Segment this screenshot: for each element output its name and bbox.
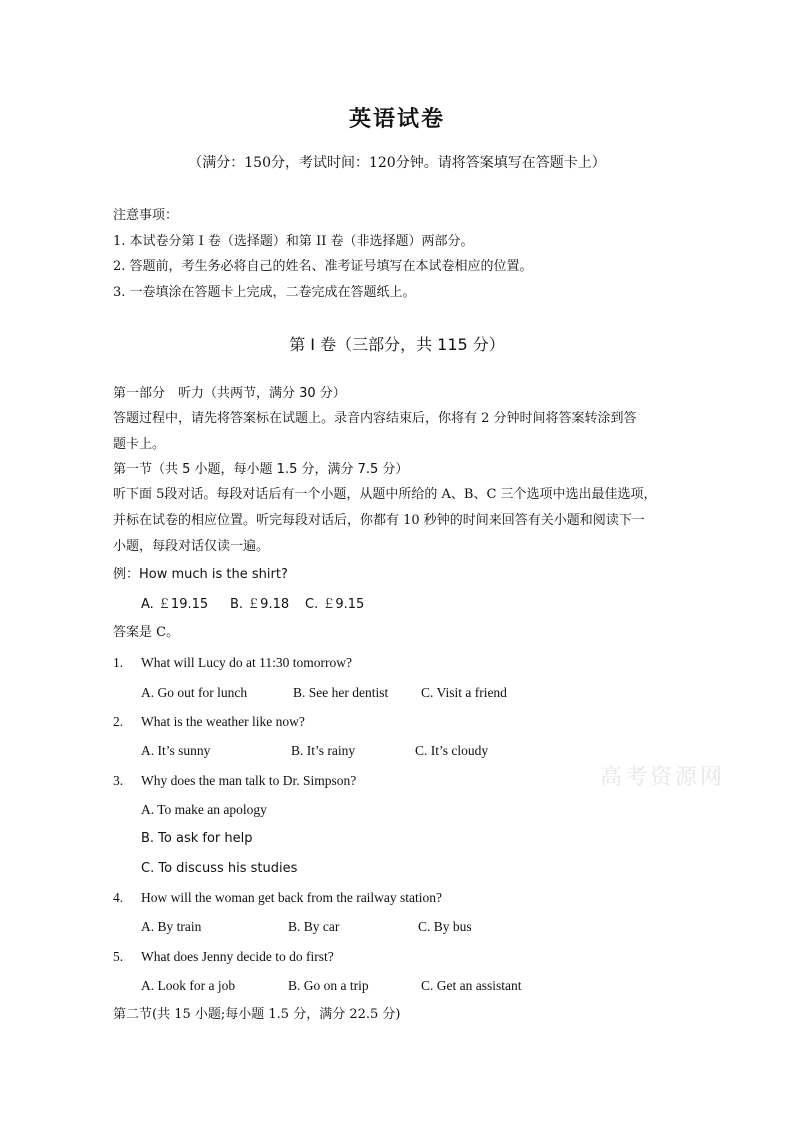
option-a: A. To make an apology <box>141 802 267 817</box>
question-text: What does Jenny decide to do first? <box>141 949 334 964</box>
option-c: C. Get an assistant <box>421 978 522 993</box>
option-c: C. It’s cloudy <box>415 743 489 758</box>
example-option-b: B. ￡9.18 <box>230 597 290 612</box>
question-text: What will Lucy do at 11:30 tomorrow? <box>141 655 352 670</box>
notes-heading: 注意事项： <box>113 208 179 223</box>
section1-line3: 小题，每段对话仅读一遍。 <box>113 539 270 554</box>
question-number: 3. <box>113 773 124 788</box>
note-item-1: 1. 本试卷分第 I 卷（选择题）和第 II 卷（非选择题）两部分。 <box>113 234 474 249</box>
question-text: How will the woman get back from the railway station? <box>141 890 443 905</box>
exam-subtitle: （满分：150分，考试时间：120分钟。请将答案填写在答题卡上） <box>188 155 606 171</box>
option-a: A. It’s sunny <box>141 743 211 758</box>
option-b: B. It’s rainy <box>291 743 356 758</box>
example-option-c: C. ￡9.15 <box>305 597 365 612</box>
question-number: 2. <box>113 714 124 729</box>
option-c: C. Visit a friend <box>421 685 507 700</box>
section1-heading: 第一节（共 5 小题，每小题 1.5 分，满分 7.5 分） <box>113 462 409 477</box>
question-text: Why does the man talk to Dr. Simpson? <box>141 773 357 788</box>
part1-intro-line1: 答题过程中，请先将答案标在试题上。录音内容结束后，你将有 2 分钟时间将答案转涂到答 <box>113 411 637 426</box>
option-c: C. By bus <box>418 919 472 934</box>
question-text: What is the weather like now? <box>141 714 305 729</box>
option-a: A. Look for a job <box>141 978 236 993</box>
question-number: 1. <box>113 655 124 670</box>
section1-line2: 并标在试卷的相应位置。听完每段对话后，你都有 10 秒钟的时间来回答有关小题和阅读下一 <box>113 513 645 528</box>
question-number: 4. <box>113 890 124 905</box>
exam-title: 英语试卷 <box>348 106 445 132</box>
volume1-title: 第 I 卷（三部分，共 115 分） <box>289 335 505 354</box>
option-b: B. To ask for help <box>141 831 253 846</box>
option-b: B. Go on a trip <box>288 978 369 993</box>
example-option-a: A. ￡19.15 <box>141 597 209 612</box>
section1-line1: 听下面 5段对话。每段对话后有一个小题，从题中所给的 A、B、C 三个选项中选出最佳选项， <box>113 487 657 502</box>
option-b: B. By car <box>288 919 340 934</box>
example-question: 例：How much is the shirt? <box>113 567 288 582</box>
note-item-2: 2. 答题前，考生务必将自己的姓名、准考证号填写在本试卷相应的位置。 <box>113 259 533 274</box>
option-c: C. To discuss his studies <box>141 861 298 876</box>
example-answer: 答案是 C。 <box>113 625 180 640</box>
question-number: 5. <box>113 949 124 964</box>
part1-intro-line2: 题卡上。 <box>113 437 166 452</box>
option-a: A. Go out for lunch <box>141 685 248 700</box>
section2-heading: 第二节(共 15 小题;每小题 1.5 分，满分 22.5 分) <box>113 1007 401 1022</box>
note-item-3: 3. 一卷填涂在答题卡上完成，二卷完成在答题纸上。 <box>113 285 416 300</box>
option-b: B. See her dentist <box>293 685 389 700</box>
part1-heading: 第一部分 听力（共两节，满分 30 分） <box>113 386 346 401</box>
watermark: 高考资源网 <box>600 765 726 790</box>
option-a: A. By train <box>141 919 202 934</box>
